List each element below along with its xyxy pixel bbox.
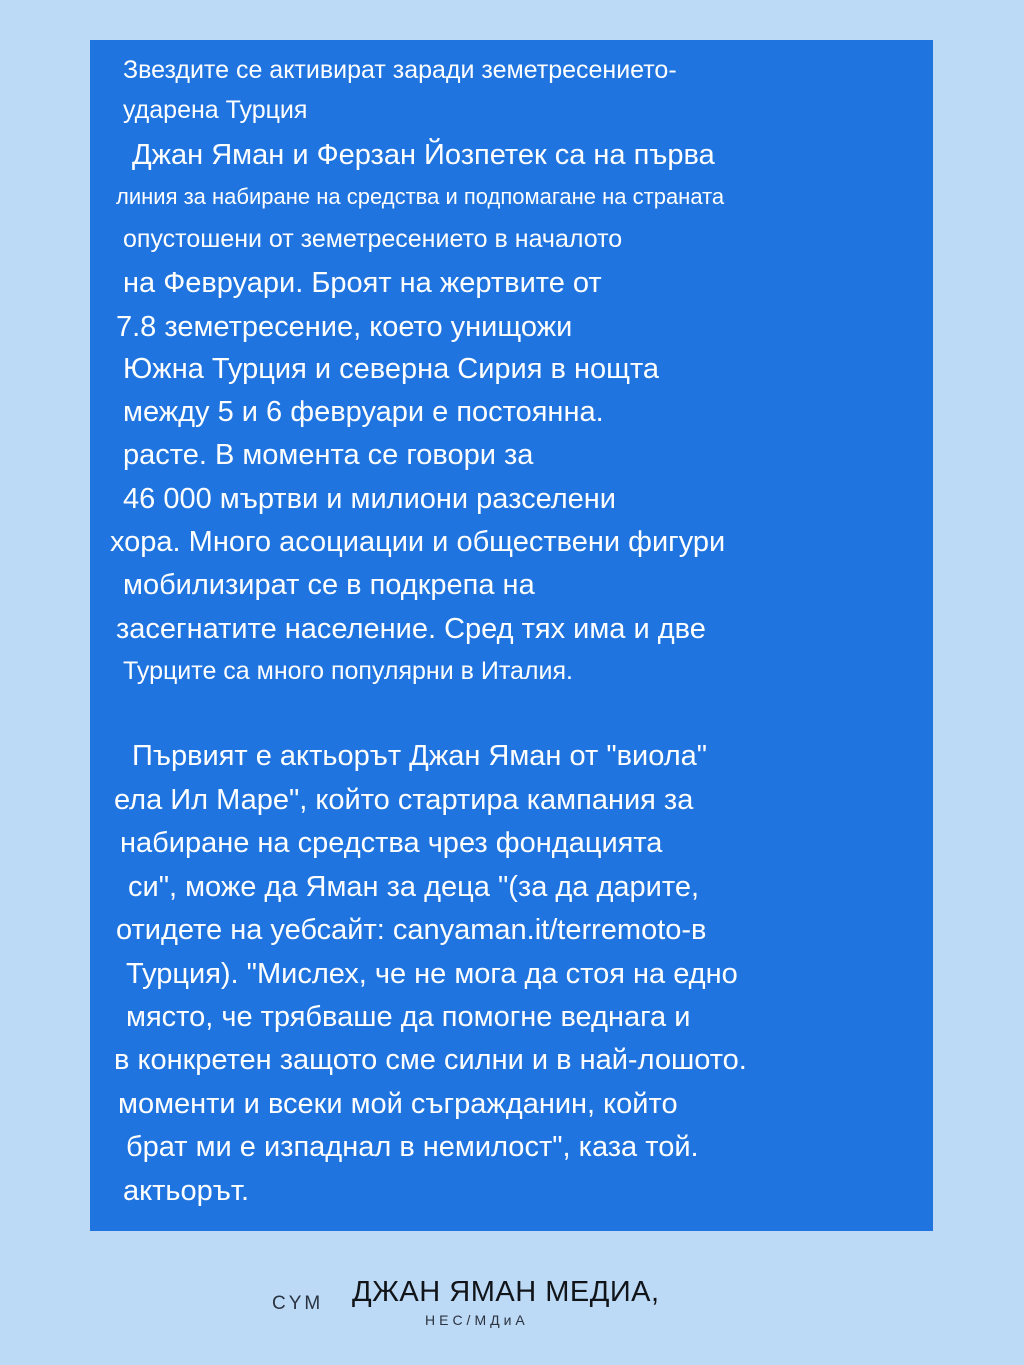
article-text-line: си", може да Яман за деца "(за да дарите, [128,871,700,903]
article-text-line: ела Ил Маре", който стартира кампания за [114,784,694,816]
article-text-line: расте. В момента се говори за [123,439,534,471]
article-text-line: засегнатите население. Сред тях има и две [116,613,706,645]
article-text-line: между 5 и 6 февруари е постоянна. [123,396,604,428]
article-headline-line-1: Звездите се активират заради земетресението- [123,56,677,84]
article-text-line: Джан Яман и Ферзан Йозпетек са на първа [132,139,715,171]
article-text-line: опустошени от земетресението в началото [123,225,623,253]
article-text-line: Турците са много популярни в Италия. [123,657,573,685]
article-text-line: в конкретен защото сме силни и в най-лошото. [114,1044,747,1076]
footer-brand [0,1268,1024,1348]
brand-subtitle: НЕС/МДиА [425,1312,529,1328]
article-text-line: линия за набиране на средства и подпомагане на страната [116,184,725,209]
brand-name: ДЖАН ЯМАН МЕДИА, [352,1276,660,1308]
article-text-line: набиране на средства чрез фондацията [120,827,663,859]
article-text-line: отидете на уебсайт: canyaman.it/terremoto-в [116,914,707,946]
article-text-line: актьорът. [123,1175,250,1207]
article-text-line: брат ми е изпаднал в немилост", каза той. [126,1131,699,1163]
article-text-line: Южна Турция и северна Сирия в нощта [123,353,660,385]
article-text-line: Първият е актьорът Джан Яман от "виола" [132,740,708,772]
article-text-line: хора. Много асоциации и обществени фигури [110,526,726,558]
article-text-line: Турция). "Мислех, че не мога да стоя на едно [126,958,738,990]
article-text-line: 7.8 земетресение, което унищожи [116,311,573,343]
article-panel [90,40,933,1231]
brand-prefix: CYM [272,1293,324,1314]
article-text-line: моменти и всеки мой съгражданин, който [118,1088,678,1120]
article-text-line: на Февруари. Броят на жертвите от [123,267,602,299]
article-text-line: 46 000 мъртви и милиони разселени [123,483,616,515]
article-text-line: мобилизират се в подкрепа на [123,569,535,601]
article-text-line: място, че трябваше да помогне веднага и [126,1001,691,1033]
article-headline-line-2: ударена Турция [123,96,308,124]
